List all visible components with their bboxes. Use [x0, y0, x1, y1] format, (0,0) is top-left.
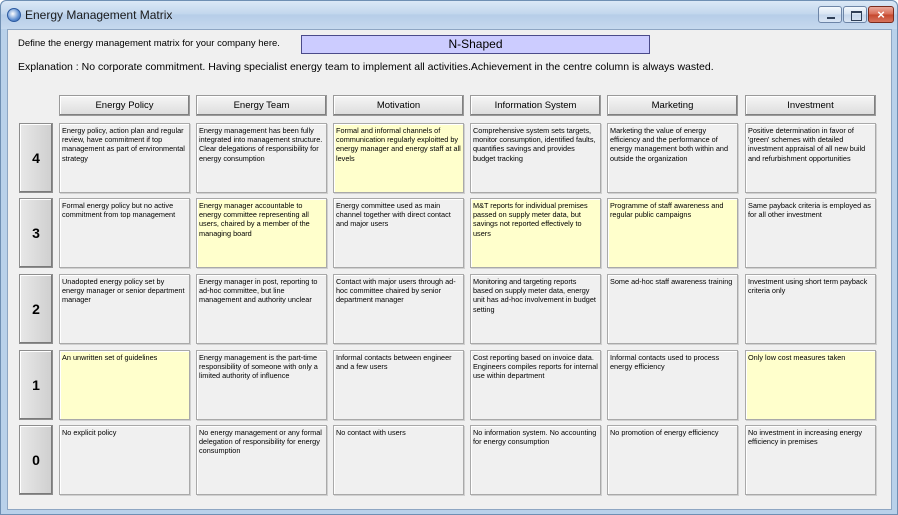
title-bar[interactable]: [1, 1, 897, 29]
row-header-level-1: 1: [19, 350, 53, 420]
maximize-icon: [844, 7, 866, 22]
matrix-panel: [7, 29, 892, 510]
minimize-button[interactable]: [818, 6, 842, 23]
matrix-cell-energy-policy-level-3[interactable]: Formal energy policy but no active commitment from top management: [59, 198, 190, 268]
matrix-cell-motivation-level-0[interactable]: No contact with users: [333, 425, 464, 495]
row-header-level-0: 0: [19, 425, 53, 495]
app-icon[interactable]: [7, 8, 21, 22]
matrix-cell-investment-level-1[interactable]: Only low cost measures taken: [745, 350, 876, 420]
column-header-investment: Investment: [745, 95, 876, 116]
matrix-cell-energy-team-level-2[interactable]: Energy manager in post, reporting to ad-hoc committee, but line management and authority unclear: [196, 274, 327, 344]
row-header-level-2: 2: [19, 274, 53, 344]
matrix-cell-investment-level-3[interactable]: Same payback criteria is employed as for all other investment: [745, 198, 876, 268]
matrix-cell-marketing-level-1[interactable]: Informal contacts used to process energy efficiency: [607, 350, 738, 420]
matrix-cell-marketing-level-0[interactable]: No promotion of energy efficiency: [607, 425, 738, 495]
matrix-cell-information-system-level-4[interactable]: Comprehensive system sets targets, monitor consumption, identified faults, quantifies savings and provides budget tracking: [470, 123, 601, 193]
matrix-cell-investment-level-0[interactable]: No investment in increasing energy efficiency in premises: [745, 425, 876, 495]
matrix-cell-information-system-level-3[interactable]: M&T reports for individual premises passed on supply meter data, but savings not reported effectively to users: [470, 198, 601, 268]
column-header-energy-team: Energy Team: [196, 95, 327, 116]
window-title: Energy Management Matrix: [25, 8, 173, 22]
matrix-cell-information-system-level-1[interactable]: Cost reporting based on invoice data. Engineers compiles reports for internal use within department: [470, 350, 601, 420]
matrix-cell-energy-policy-level-2[interactable]: Unadopted energy policy set by energy manager or senior department manager: [59, 274, 190, 344]
column-header-marketing: Marketing: [607, 95, 738, 116]
matrix-cell-motivation-level-2[interactable]: Contact with major users through ad- hoc committee chaired by senior department manager: [333, 274, 464, 344]
matrix-cell-energy-team-level-1[interactable]: Energy management is the part-time responsibility of someone with only a limited authority of influence: [196, 350, 327, 420]
matrix-cell-motivation-level-3[interactable]: Energy committee used as main channel together with direct contact and major users: [333, 198, 464, 268]
row-header-level-4: 4: [19, 123, 53, 193]
explanation-text: Explanation : No corporate commitment. Having specialist energy team to implement all activities.Achievement in the centre column is always wasted.: [18, 61, 714, 73]
matrix-cell-energy-policy-level-0[interactable]: No explicit policy: [59, 425, 190, 495]
matrix-cell-marketing-level-2[interactable]: Some ad-hoc staff awareness training: [607, 274, 738, 344]
shape-result-field[interactable]: N-Shaped: [301, 35, 650, 54]
column-header-motivation: Motivation: [333, 95, 464, 116]
matrix-cell-information-system-level-2[interactable]: Monitoring and targeting reports based on supply meter data, energy unit has ad-hoc involvement in budget setting: [470, 274, 601, 344]
matrix-cell-information-system-level-0[interactable]: No information system. No accounting for energy consumption: [470, 425, 601, 495]
matrix-cell-energy-policy-level-4[interactable]: Energy policy, action plan and regular review, have commitment if top management as part of environmental strategy: [59, 123, 190, 193]
matrix-cell-energy-team-level-3[interactable]: Energy manager accountable to energy committee representing all users, chaired by a member of the managing board: [196, 198, 327, 268]
maximize-button[interactable]: [843, 6, 867, 23]
column-header-energy-policy: Energy Policy: [59, 95, 190, 116]
close-icon: ×: [877, 7, 885, 22]
define-label: Define the energy management matrix for your company here.: [18, 38, 280, 49]
matrix-cell-energy-team-level-4[interactable]: Energy management has been fully integrated into management structure. Clear delegations of responsibility for energy consumption: [196, 123, 327, 193]
matrix-cell-investment-level-4[interactable]: Positive determination in favor of 'green' schemes with detailed investment appraisal of all new build and refurbishment opportunities: [745, 123, 876, 193]
matrix-cell-investment-level-2[interactable]: Investment using short term payback criteria only: [745, 274, 876, 344]
matrix-cell-marketing-level-3[interactable]: Programme of staff awareness and regular public campaigns: [607, 198, 738, 268]
matrix-cell-marketing-level-4[interactable]: Marketing the value of energy efficiency and the performance of energy management both within and outside the organization: [607, 123, 738, 193]
minimize-icon: [819, 7, 841, 22]
matrix-cell-energy-team-level-0[interactable]: No energy management or any formal delegation of responsibility for energy consumption: [196, 425, 327, 495]
column-header-information-system: Information System: [470, 95, 601, 116]
matrix-cell-motivation-level-4[interactable]: Formal and informal channels of communication regularly exploitted by energy manager and energy staff at all levels: [333, 123, 464, 193]
matrix-cell-motivation-level-1[interactable]: Informal contacts between engineer and a few users: [333, 350, 464, 420]
close-button[interactable]: [868, 6, 894, 23]
row-header-level-3: 3: [19, 198, 53, 268]
matrix-cell-energy-policy-level-1[interactable]: An unwritten set of guidelines: [59, 350, 190, 420]
